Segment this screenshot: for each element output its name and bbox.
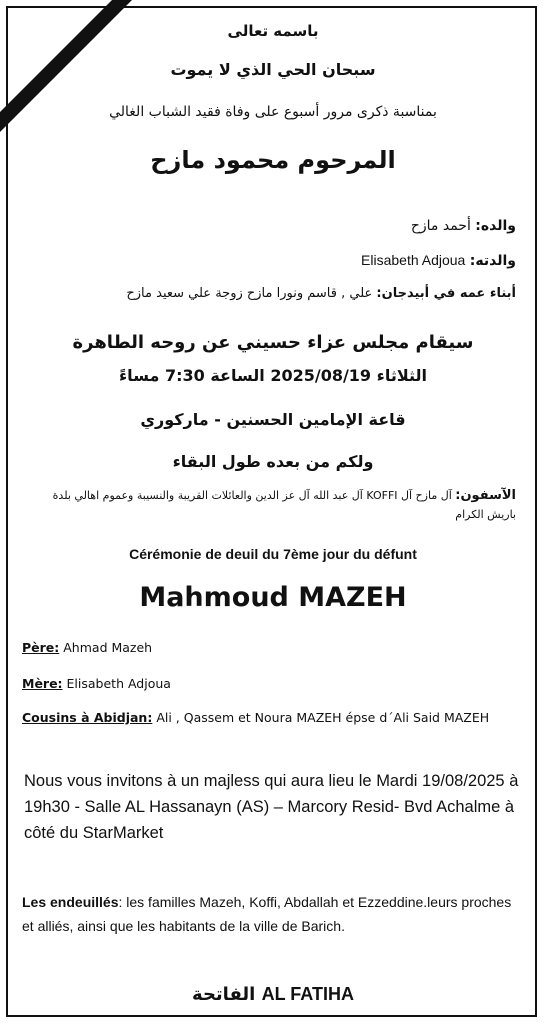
hall-ar: قاعة الإمامين الحسنين - ماركوري <box>140 410 406 429</box>
bereaved-paragraph <box>22 890 522 938</box>
mother-label-fr: Mère: <box>22 676 63 691</box>
deceased-name-ar: المرحوم محمود مازح <box>150 146 396 174</box>
condolence-line: ولكم من بعده طول البقاء <box>172 452 374 471</box>
fatiha-line <box>0 984 546 1005</box>
occasion-line: بمناسبة ذكرى مرور أسبوع على وفاة فقيد الشباب الغالي <box>109 104 437 120</box>
bereaved-value: : les familles Mazeh, Koffi, Abdallah et Ezzeddine.leurs proches et alliés, ainsi que les habitants de la ville de Barich. <box>22 894 512 934</box>
mother-row-fr <box>22 676 171 691</box>
mourners-label-ar: الآسفون: <box>455 488 516 503</box>
father-row-ar <box>411 218 516 234</box>
fatiha-fr: AL FATIHA <box>261 984 354 1004</box>
father-label-fr: Père: <box>22 640 60 655</box>
father-value-ar: أحمد مازح <box>410 218 471 234</box>
cousins-value-ar: علي , قاسم ونورا مازح زوجة علي سعيد مازح <box>126 286 373 301</box>
father-row-fr <box>22 640 152 655</box>
ceremony-title: Cérémonie de deuil du 7ème jour du défunt <box>129 546 417 562</box>
date-time-ar: الثلاثاء 2025/08/19 الساعة 7:30 مساءً <box>119 366 427 385</box>
cousins-row-ar <box>126 286 516 301</box>
mother-value-fr: Elisabeth Adjoua <box>62 676 171 691</box>
father-label-ar: والده: <box>475 218 516 234</box>
cousins-label-fr: Cousins à Abidjan: <box>22 710 153 725</box>
basmala: باسمه تعالى <box>227 22 319 40</box>
mother-label-ar: والدته: <box>469 253 516 269</box>
invitation-text: Nous vous invitons à un majless qui aura lieu le Mardi 19/08/2025 à 19h30 - Salle AL Hassanayn (AS) – Marcory Resid- Bvd Achalme à côté du StarMarket <box>24 772 519 842</box>
mother-value-ar: Elisabeth Adjoua <box>361 252 466 268</box>
cousins-value-fr: Ali , Qassem et Noura MAZEH épse d´Ali Said MAZEH <box>152 710 490 725</box>
deceased-name-fr: Mahmoud MAZEH <box>139 582 407 613</box>
mother-row-ar <box>361 252 516 269</box>
cousins-label-ar: أبناء عمه في أبيدجان: <box>376 286 516 301</box>
subhan-line: سبحان الحي الذي لا يموت <box>170 60 376 79</box>
mourners-ar <box>26 486 516 524</box>
cousins-row-fr <box>22 710 489 725</box>
father-value-fr: Ahmad Mazeh <box>59 640 153 655</box>
bereaved-label: Les endeuillés <box>22 894 119 910</box>
majlis-line: سيقام مجلس عزاء حسيني عن روحه الطاهرة <box>72 332 474 353</box>
mourners-value-ar: آل مازح آل KOFFI آل عبد الله آل عز الدين والعائلات القريبة والنسيبة وعموم اهالي بلدة باريش الكرام <box>52 489 516 521</box>
fatiha-ar: الفاتحة <box>192 984 256 1005</box>
